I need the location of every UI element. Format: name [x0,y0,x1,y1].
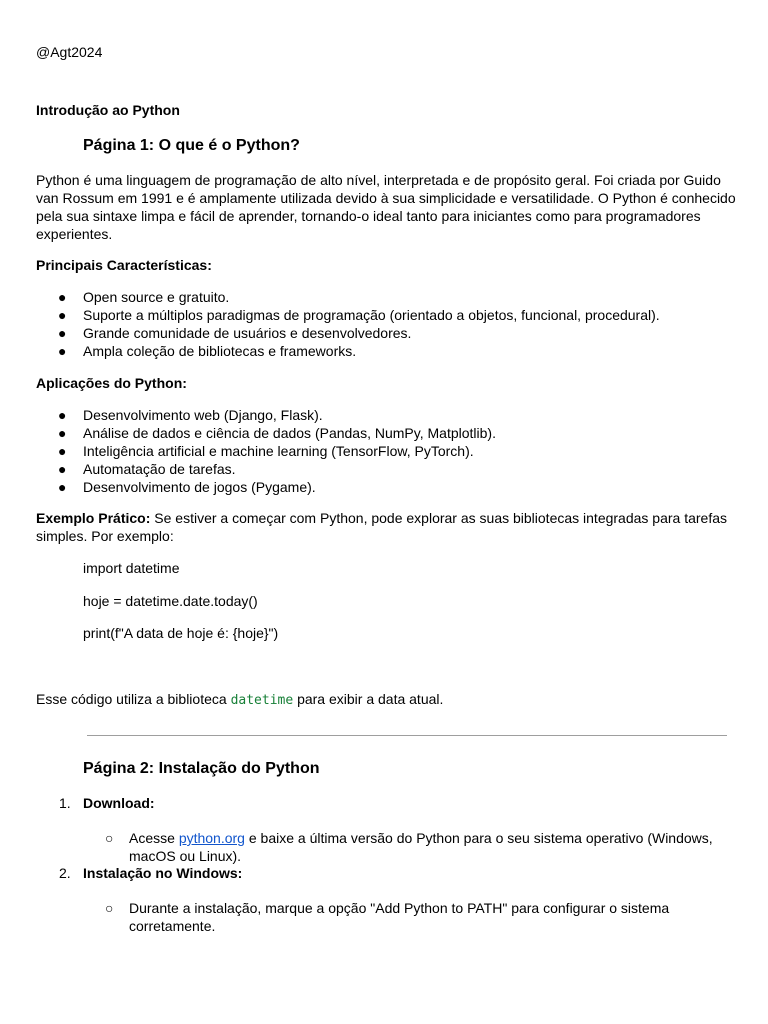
step-substep [83,829,723,865]
applications-label: Aplicações do Python: [36,375,187,391]
step-number: 1. [59,795,71,811]
intro-paragraph: Python é uma linguagem de programação de alto nível, interpretada e de propósito geral. Foi criada por Guido van Rossum em 1991 e é amplamente utilizada devido à sua simplicidade e versatilidade. O Python é conhecido pela sua sintaxe limpa e fácil de aprender, tornando-o ideal tanto para iniciantes como para programadores experientes. [36,172,736,242]
horizontal-rule [87,735,727,736]
list-item [36,442,736,460]
example-label: Exemplo Prático: [36,510,151,526]
example-text: Se estiver a começar com Python, pode explorar as suas bibliotecas integradas para tarefas simples. Por exemplo: [36,510,728,544]
code-line: hoje = datetime.date.today() [83,593,258,609]
code-line: print(f"A data de hoje é: {hoje}") [83,625,279,641]
code-line: import datetime [83,560,180,576]
list-item [36,478,736,496]
example-paragraph [36,509,736,545]
substep-text-part: e baixe a última versão do Python para o seu sistema operativo (Windows, macOS ou Linux). [129,830,713,864]
explain-text: para exibir a data atual. [293,691,444,707]
step-label-windows: Instalação no Windows: [83,865,243,881]
step-substep [83,899,723,935]
list-item [36,460,736,478]
list-item [36,424,736,442]
document-title: Introdução ao Python [36,102,180,118]
bullet-icon: ● [58,443,67,459]
list-item-text: Grande comunidade de usuários e desenvolvedores. [83,325,412,341]
list-item [36,306,736,324]
list-item-text: Automatação de tarefas. [83,461,236,477]
page1-heading: Página 1: O que é o Python? [83,137,300,154]
list-item [36,342,736,360]
list-item-text: Inteligência artificial e machine learning (TensorFlow, PyTorch). [83,443,474,459]
python-org-link[interactable]: python.org [178,830,245,846]
substep-text: Durante a instalação, marque a opção "Add Python to PATH" para configurar o sistema corretamente. [129,900,670,934]
list-item-text: Suporte a múltiplos paradigmas de programação (orientado a objetos, funcional, procedural). [83,307,660,323]
bullet-icon: ● [58,461,67,477]
step-number: 2. [59,865,71,881]
substep-text [129,829,723,865]
bullet-icon: ● [58,307,67,323]
circle-bullet-icon: ○ [105,900,114,916]
list-item-text: Ampla coleção de bibliotecas e frameworks. [83,343,357,359]
bullet-icon: ● [58,425,67,441]
step-label-download: Download: [83,795,155,811]
circle-bullet-icon: ○ [105,830,114,846]
list-item-text: Open source e gratuito. [83,289,230,305]
list-item [36,288,736,306]
list-item [36,406,736,424]
list-item [36,324,736,342]
list-item-text: Análise de dados e ciência de dados (Pandas, NumPy, Matplotlib). [83,425,496,441]
bullet-icon: ● [58,407,67,423]
explain-text: Esse código utiliza a biblioteca [36,691,231,707]
features-list [36,288,736,360]
inline-code: datetime [230,693,294,708]
author-handle: @Agt2024 [36,44,103,60]
bullet-icon: ● [58,479,67,495]
bullet-icon: ● [58,289,67,305]
bullet-icon: ● [58,343,67,359]
applications-list [36,406,736,496]
substep-text-part: Acesse [129,830,179,846]
page2-heading: Página 2: Instalação do Python [83,760,320,777]
code-explanation [36,690,443,710]
features-label: Principais Características: [36,257,212,273]
list-item-text: Desenvolvimento de jogos (Pygame). [83,479,316,495]
list-item-text: Desenvolvimento web (Django, Flask). [83,407,323,423]
bullet-icon: ● [58,325,67,341]
